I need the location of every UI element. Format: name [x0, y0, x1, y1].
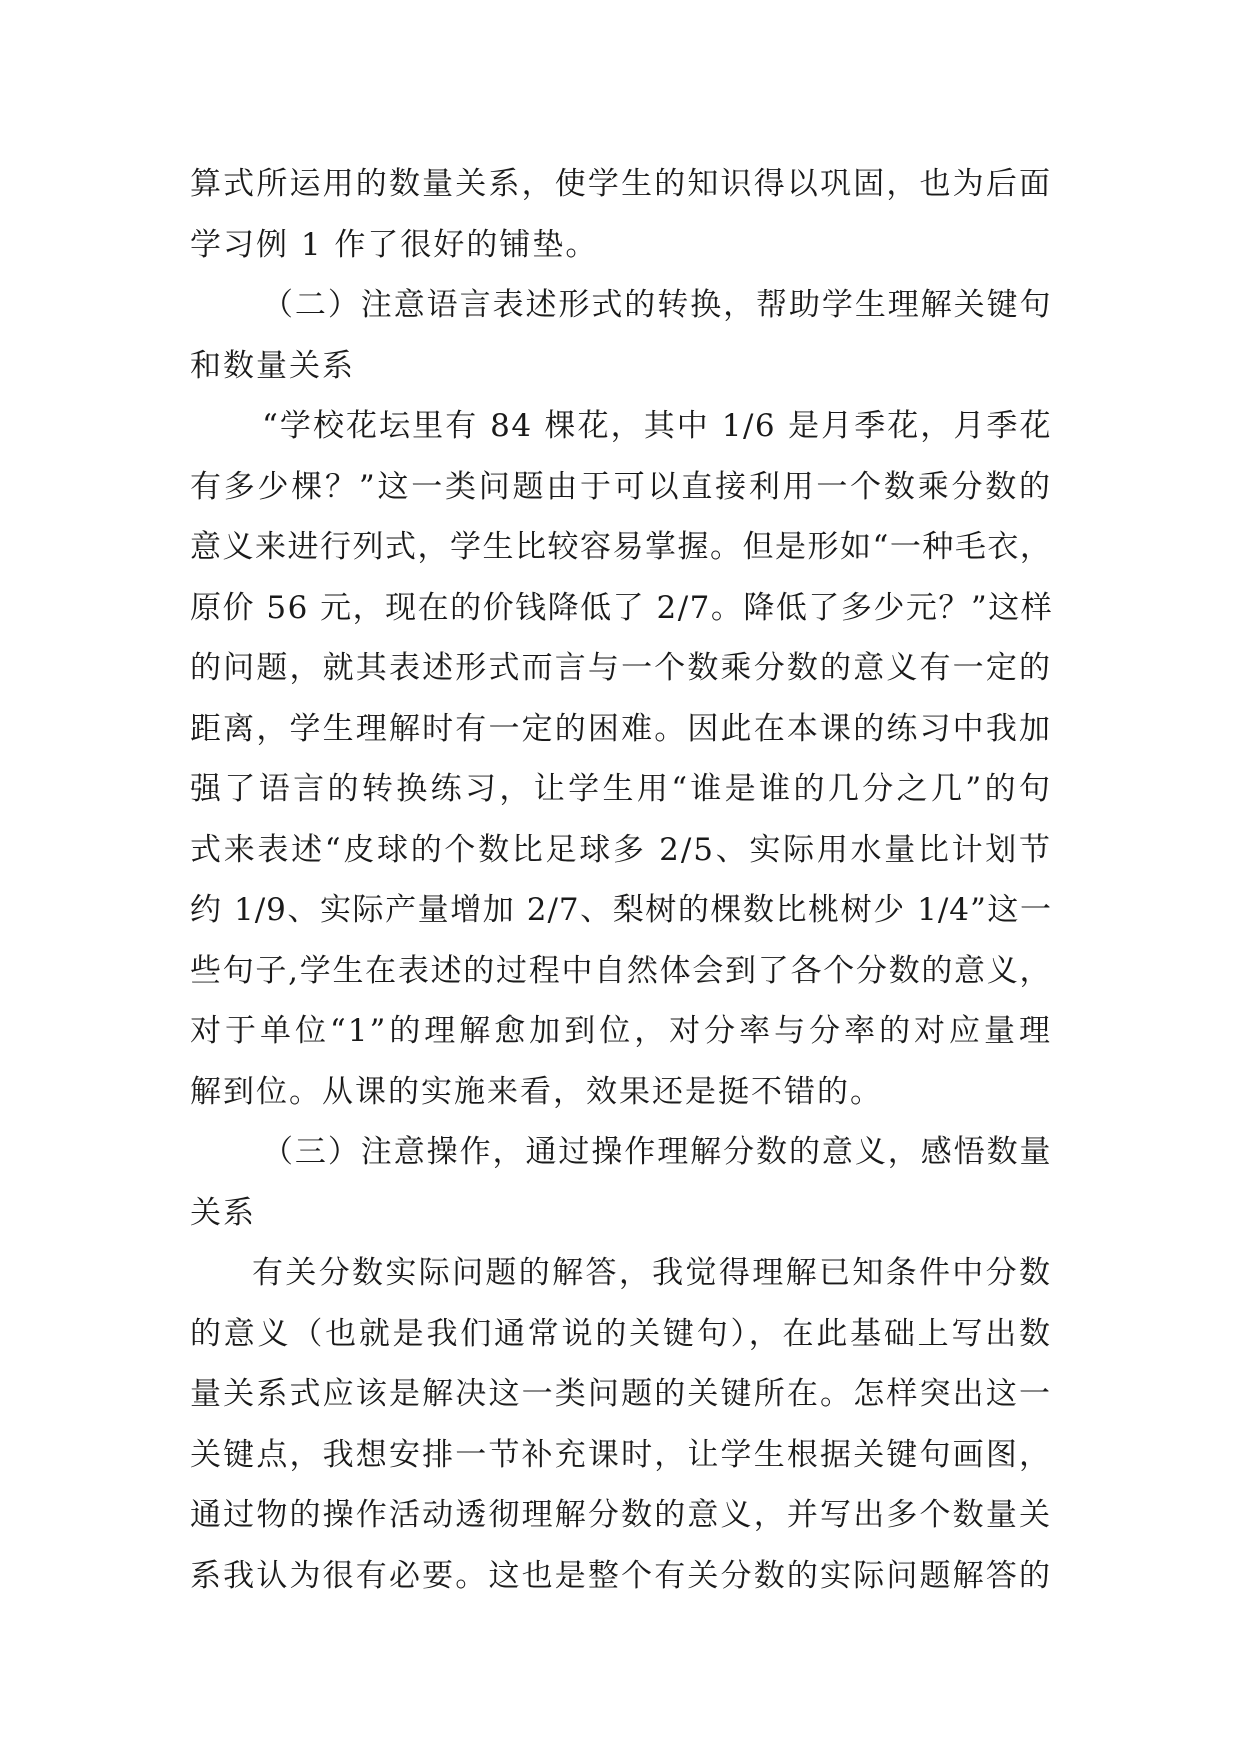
- section-heading-2: （二）注意语言表述形式的转换，帮助学生理解关键句: [262, 287, 1052, 323]
- text-line: 些句子,学生在表述的过程中自然体会到了各个分数的意义，: [190, 952, 1052, 989]
- text-line: 的意义（也就是我们通常说的关键句），在此基础上写出数: [190, 1315, 1052, 1352]
- text-line: 量关系式应该是解决这一类问题的关键所在。怎样突出这一: [190, 1376, 1052, 1412]
- section-heading-2-cont: 和数量关系: [190, 347, 355, 384]
- text-line: 对于单位“1”的理解愈加到位，对分率与分率的对应量理: [190, 1013, 1052, 1049]
- text-line: 通过物的操作活动透彻理解分数的意义，并写出多个数量关: [190, 1497, 1052, 1533]
- text-line: 强了语言的转换练习，让学生用“谁是谁的几分之几”的句: [190, 771, 1052, 807]
- text-line: 关键点，我想安排一节补充课时，让学生根据关键句画图，: [190, 1436, 1052, 1473]
- text-line: 式来表述“皮球的个数比足球多 2/5、实际用水量比计划节: [190, 831, 1052, 868]
- text-line: 的问题，就其表述形式而言与一个数乘分数的意义有一定的: [190, 650, 1052, 686]
- text-line: 意义来进行列式，学生比较容易掌握。但是形如“一种毛衣，: [190, 529, 1053, 565]
- text-line: 距离，学生理解时有一定的困难。因此在本课的练习中我加: [190, 710, 1052, 747]
- text-line: 解到位。从课的实施来看，效果还是挺不错的。: [190, 1073, 883, 1110]
- text-line: 算式所运用的数量关系，使学生的知识得以巩固，也为后面: [190, 166, 1052, 202]
- text-line: “学校花坛里有 84 棵花，其中 1/6 是月季花，月季花: [262, 408, 1052, 444]
- text-line: 有多少棵？”这一类问题由于可以直接利用一个数乘分数的: [190, 468, 1052, 505]
- body-text: [190, 154, 1052, 1606]
- text-line: 系我认为很有必要。这也是整个有关分数的实际问题解答的: [190, 1557, 1052, 1594]
- section-heading-3-cont: 关系: [190, 1194, 256, 1231]
- text-line: 约 1/9、实际产量增加 2/7、梨树的棵数比桃树少 1/4”这一: [190, 892, 1052, 928]
- section-heading-3: （三）注意操作，通过操作理解分数的意义，感悟数量: [262, 1134, 1052, 1170]
- text-line: 原价 56 元，现在的价钱降低了 2/7。降低了多少元？”这样: [190, 589, 1054, 626]
- text-line: 学习例 1 作了很好的铺垫。: [190, 226, 599, 263]
- text-line: 有关分数实际问题的解答，我觉得理解已知条件中分数: [252, 1255, 1052, 1291]
